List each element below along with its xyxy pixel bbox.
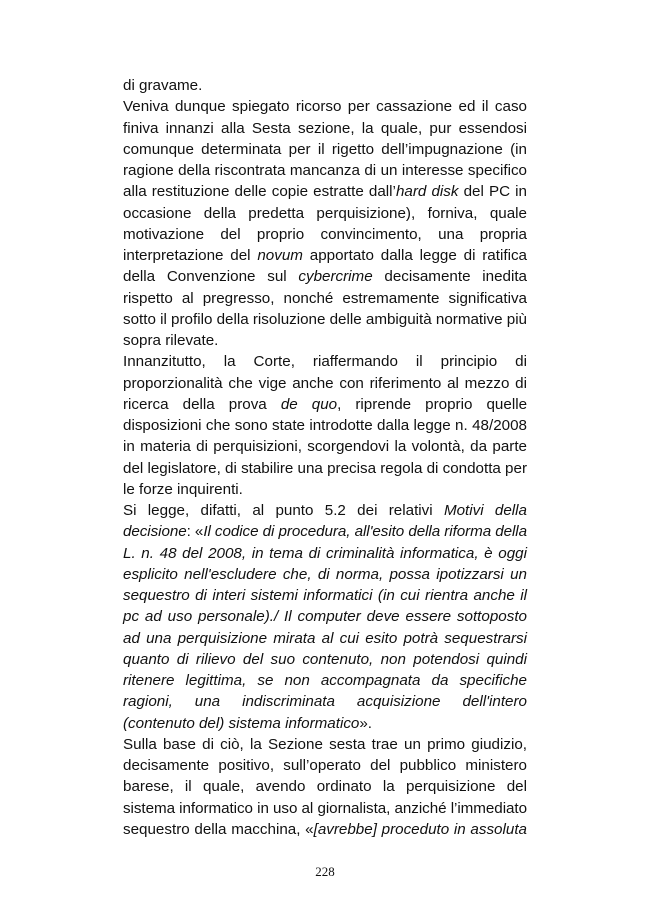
text-line: [123, 798, 527, 819]
italic-text: L. n. 48 del 2008, in tema di criminalità informatica, è oggi: [123, 544, 527, 562]
text-run: comunque determinata per il rigetto dell’impugnazione (in: [123, 140, 527, 158]
italic-text: hard disk: [395, 183, 459, 201]
text-run: finiva innanzi alla Sesta sezione, la quale, pur essendosi: [123, 119, 527, 137]
text-run: , riprende proprio quelle: [337, 395, 528, 413]
text-line: [123, 373, 527, 394]
text-line: [123, 203, 527, 224]
text-run: del PC in: [458, 183, 527, 201]
text-line: [123, 670, 527, 691]
text-line: [123, 458, 527, 479]
text-run: sequestro della macchina, «: [123, 820, 314, 838]
text-line: [123, 585, 527, 606]
text-line: [123, 330, 527, 351]
text-run: rispetto al pregresso, nonché estremamente significativa: [123, 289, 527, 307]
text-line: [123, 266, 527, 287]
italic-text: cybercrime: [298, 268, 373, 286]
text-line: [123, 118, 527, 139]
text-run: : «: [186, 523, 204, 541]
text-line: [123, 75, 527, 96]
text-line: [123, 734, 527, 755]
italic-text: sequestro di interi sistemi informatici (in cui rientra anche il: [123, 587, 527, 604]
text-run: barese, il quale, avendo ordinato la perquisizione del: [123, 778, 527, 796]
text-line: [123, 819, 527, 840]
text-line: [123, 606, 527, 627]
text-line: [123, 500, 527, 521]
text-line: [123, 309, 527, 330]
text-run: Veniva dunque spiegato ricorso per cassazione ed il caso: [123, 98, 527, 116]
text-line: [123, 691, 527, 712]
text-line: [123, 139, 527, 160]
text-line: [123, 160, 527, 181]
text-run: ricerca della prova: [123, 395, 281, 413]
text-run: sistema informatico in uso al giornalista, anziché l’immediato: [123, 799, 527, 817]
text-run: Innanzitutto, la Corte, riaffermando il principio di: [123, 353, 527, 371]
italic-text: Motivi della: [443, 502, 527, 519]
text-line: [123, 245, 527, 266]
text-line: [123, 649, 527, 670]
italic-text: ragioni, una indiscriminata acquisizione dell'intero: [123, 693, 527, 711]
text-line: [123, 224, 527, 245]
text-run: del legislatore, di stabilire una precisa regola di condotta per: [123, 459, 527, 477]
italic-text: (contenuto del) sistema informatico: [123, 714, 360, 732]
italic-text: ad una perquisizione mirata al cui esito potrà sequestrarsi: [123, 629, 527, 647]
text-run: interpretazione del: [123, 247, 258, 264]
text-run: ».: [359, 714, 373, 732]
text-line: [123, 776, 527, 797]
italic-text: decisione: [123, 523, 187, 541]
text-run: della Convenzione sul: [123, 268, 299, 286]
text-run: sopra rilevate.: [123, 332, 219, 349]
text-line: [123, 543, 527, 564]
text-line: [123, 564, 527, 585]
paragraph: [123, 351, 527, 500]
paragraph: [123, 734, 527, 840]
text-line: [123, 436, 527, 457]
italic-text: Il codice di procedura, all'esito della riforma della: [203, 523, 528, 541]
italic-text: pc ad uso personale)./ Il computer deve essere sottoposto: [123, 608, 527, 626]
italic-text: quanto di rilievo del suo contenuto, non potendosi quindi: [123, 650, 527, 668]
text-run: disposizioni che sono state introdotte dalla legge n. 48/2008: [123, 417, 527, 434]
text-run: motivazione del proprio convincimento, una propria: [123, 225, 527, 243]
italic-text: [avrebbe] proceduto in assoluta: [313, 820, 527, 838]
text-line: [123, 181, 527, 202]
text-line: [123, 288, 527, 309]
italic-text: esplicito nell'escludere che, di norma, possa ipotizzarsi un: [123, 565, 527, 583]
text-line: [123, 755, 527, 776]
paragraph: [123, 75, 527, 96]
italic-text: novum: [257, 247, 303, 264]
text-run: le forze inquirenti.: [123, 480, 243, 498]
paragraph: [123, 96, 527, 351]
italic-text: ritenere legittima, se non accompagnata da specifiche: [123, 672, 527, 689]
body-text: [123, 75, 527, 840]
text-run: di gravame.: [123, 77, 203, 94]
text-line: [123, 415, 527, 436]
text-line: [123, 351, 527, 372]
text-run: ragione della riscontrata mancanza di un interesse specifico: [123, 162, 527, 179]
text-line: [123, 713, 527, 734]
text-line: [123, 394, 527, 415]
page-number: 228: [315, 864, 335, 879]
text-line: [123, 628, 527, 649]
text-line: [123, 479, 527, 500]
text-run: Si legge, difatti, al punto 5.2 dei relativi: [123, 502, 444, 519]
text-run: apportato dalla legge di ratifica: [302, 247, 527, 264]
italic-text: de quo: [280, 395, 338, 413]
text-run: decisamente inedita: [372, 268, 528, 286]
text-run: sotto il profilo della risoluzione delle ambiguità normative più: [123, 310, 527, 328]
text-run: in materia di perquisizioni, scorgendovi la volontà, da parte: [123, 438, 527, 456]
text-run: proporzionalità che vige anche con riferimento al mezzo di: [123, 374, 527, 392]
text-run: alla restituzione delle copie estratte dall’: [123, 183, 396, 201]
text-line: [123, 521, 527, 542]
text-run: occasione della predetta perquisizione), forniva, quale: [123, 204, 527, 222]
paragraph: [123, 500, 527, 734]
text-run: decisamente positivo, sull’operato del pubblico ministero: [123, 757, 527, 774]
text-line: [123, 96, 527, 117]
text-run: Sulla base di ciò, la Sezione sesta trae un primo giudizio,: [123, 735, 527, 753]
